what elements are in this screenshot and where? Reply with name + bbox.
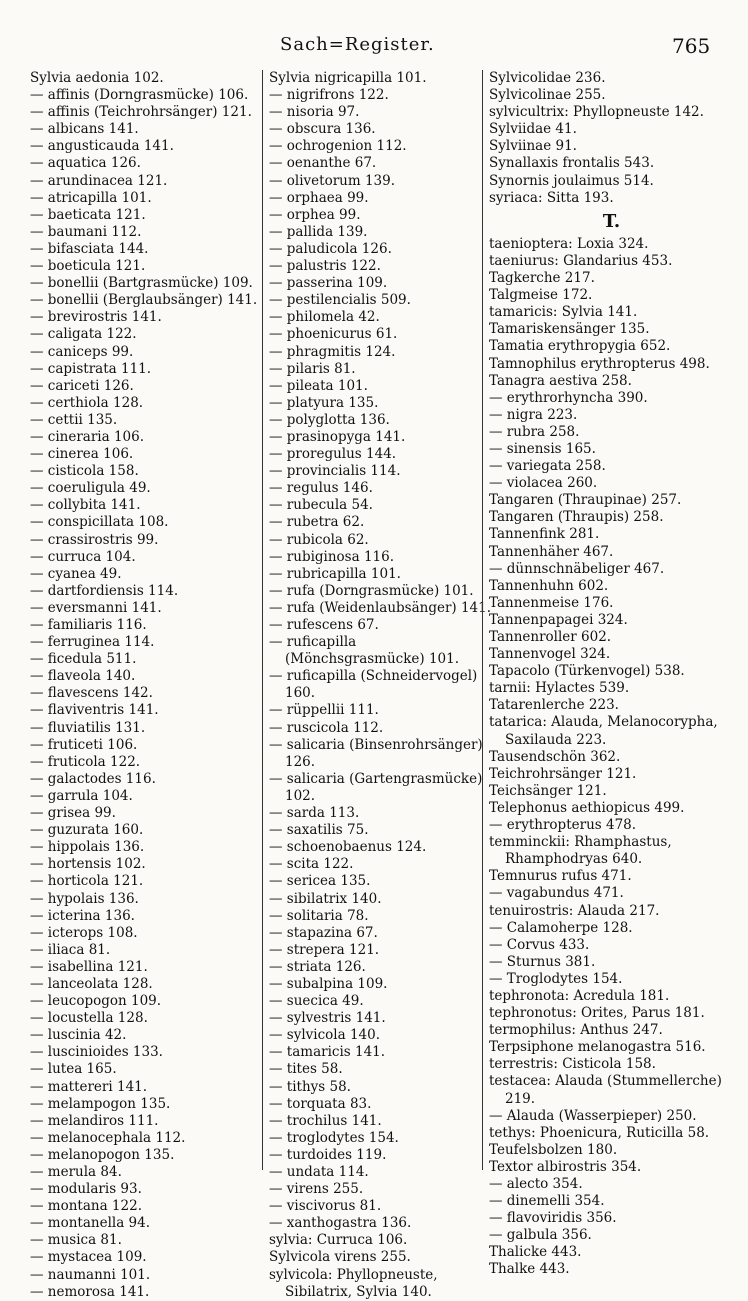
index-entry: taenioptera: Loxia 324. — [489, 235, 649, 252]
index-entry: — hortensis 102. — [30, 856, 146, 873]
index-entry: — Alauda (Wasserpieper) 250. — [489, 1107, 697, 1124]
index-entry: — pestilencialis 509. — [269, 292, 411, 309]
index-entry: — naumanni 101. — [30, 1266, 151, 1283]
index-entry: — cinerea 106. — [30, 446, 134, 463]
index-entry: — leucopogon 109. — [30, 993, 162, 1010]
index-entry: — viscivorus 81. — [269, 1198, 382, 1215]
index-entry: — isabellina 121. — [30, 958, 148, 975]
index-entry: sylvicola: Phyllopneuste, Sibilatrix, Sylvia 140. — [269, 1266, 438, 1300]
index-entry: — turdoides 119. — [269, 1146, 387, 1163]
index-entry: testacea: Alauda (Stummellerche) 219. — [489, 1073, 722, 1107]
index-entry: — melanopogon 135. — [30, 1146, 175, 1163]
index-entry: — baeticata 121. — [30, 206, 146, 223]
index-entry: — mystacea 109. — [30, 1249, 147, 1266]
index-entry: — ruscicola 112. — [269, 719, 384, 736]
index-entry: — violacea 260. — [489, 475, 598, 492]
index-entry: — fruticola 122. — [30, 753, 141, 770]
index-entry: Terpsiphone melanogastra 516. — [489, 1039, 706, 1056]
index-entry: tamaricis: Sylvia 141. — [489, 304, 638, 321]
index-entry: — erythropterus 478. — [489, 817, 637, 834]
index-entry: — torquata 83. — [269, 1095, 372, 1112]
index-entry: — brevirostris 141. — [30, 309, 162, 326]
index-entry: — platyura 135. — [269, 394, 379, 411]
index-entry: — galactodes 116. — [30, 770, 156, 787]
index-entry: — nisoria 97. — [269, 104, 360, 121]
index-entry: — sylvestris 141. — [269, 1010, 386, 1027]
index-entry: — undata 114. — [269, 1164, 369, 1180]
index-entry: — melampogon 135. — [30, 1095, 171, 1112]
index-entry: — conspicillata 108. — [30, 514, 169, 531]
index-entry: — capistrata 111. — [30, 360, 152, 377]
index-entry: Sylvicolidae 236. — [489, 70, 606, 86]
index-entry: — horticola 121. — [30, 873, 144, 890]
index-entry: sylvia: Curruca 106. — [269, 1232, 408, 1249]
index-entry: — oenanthe 67. — [269, 155, 377, 172]
index-entry: Talgmeise 172. — [489, 287, 593, 304]
index-entry: — sarda 113. — [269, 805, 360, 822]
index-entry: — palustris 122. — [269, 258, 381, 275]
index-entry: — locustella 128. — [30, 1010, 148, 1027]
index-entry: — solitaria 78. — [269, 907, 369, 924]
index-entry: — lanceolata 128. — [30, 975, 153, 992]
index-entry: Sylviinae 91. — [489, 138, 577, 155]
index-entry: — Troglodytes 154. — [489, 970, 623, 987]
index-entry: — fluviatilis 131. — [30, 719, 146, 736]
index-entry: — Calamoherpe 128. — [489, 919, 633, 936]
index-entry: — passerina 109. — [269, 275, 388, 292]
index-entry: Synornis joulaimus 514. — [489, 172, 654, 189]
index-entry: Tannenroller 602. — [489, 629, 612, 645]
index-entry: — pileata 101. — [269, 377, 368, 394]
index-entry: — phragmitis 124. — [269, 343, 396, 360]
index-entry: — rufescens 67. — [269, 617, 379, 633]
index-entry: terrestris: Cisticola 158. — [489, 1056, 656, 1073]
index-entry: Sylvia nigricapilla 101. — [269, 70, 427, 86]
index-entry: — flaviventris 141. — [30, 702, 159, 719]
index-entry: — flaveola 140. — [30, 668, 136, 685]
index-entry: — sylvicola 140. — [269, 1027, 381, 1044]
index-entry: Teichrohrsänger 121. — [489, 765, 637, 782]
index-column-2 — [262, 70, 492, 1300]
index-entry: — saxatilis 75. — [269, 822, 369, 839]
index-entry: — rubecula 54. — [269, 497, 373, 514]
index-entry: — modularis 93. — [30, 1181, 142, 1198]
index-entry: — tithys 58. — [269, 1078, 351, 1095]
page-number: 765 — [672, 34, 711, 58]
index-entry: — cisticola 158. — [30, 463, 139, 480]
index-entry: — variegata 258. — [489, 458, 606, 475]
index-entry: — bonellii (Berglaubsänger) 141. — [30, 292, 258, 309]
index-entry: — musica 81. — [30, 1232, 122, 1249]
index-entry: — caniceps 99. — [30, 343, 134, 360]
index-entry: Temnurus rufus 471. — [489, 868, 632, 885]
index-entry: — salicaria (Gartengrasmücke) 102. — [269, 770, 483, 804]
index-entry: temminckii: Rhamphastus, Rhamphodryas 640. — [489, 834, 672, 868]
index-entry: — sibilatrix 140. — [269, 890, 382, 907]
index-entry: — rubicola 62. — [269, 531, 369, 548]
index-entry: — familiaris 116. — [30, 617, 147, 633]
index-entry: — proregulus 144. — [269, 446, 397, 463]
index-column-3 — [482, 70, 734, 1278]
index-entry: Thalicke 443. — [489, 1244, 582, 1261]
index-entry: Thalke 443. — [489, 1261, 570, 1278]
index-entry: — iliaca 81. — [30, 941, 111, 958]
index-entry: — angusticauda 141. — [30, 138, 174, 155]
index-entry: Tannenmeise 176. — [489, 594, 614, 611]
index-entry: sylvicultrix: Phyllopneuste 142. — [489, 104, 704, 121]
index-entry: — Corvus 433. — [489, 936, 590, 953]
index-entry: Synallaxis frontalis 543. — [489, 155, 655, 172]
index-entry: — rubiginosa 116. — [269, 548, 395, 565]
index-entry: — rubricapilla 101. — [269, 565, 401, 582]
index-entry: — ochrogenion 112. — [269, 138, 407, 155]
running-head: Sach=Register. — [280, 34, 435, 55]
index-entry: — subalpina 109. — [269, 975, 388, 992]
index-entry: — rubra 258. — [489, 423, 580, 440]
index-entry: — tamaricis 141. — [269, 1044, 386, 1061]
index-entry: — nemorosa 141. — [30, 1283, 150, 1300]
index-entry: Sylvia aedonia 102. — [30, 70, 164, 86]
index-entry: — baumani 112. — [30, 223, 142, 240]
letter-heading: T. — [602, 210, 621, 232]
index-entry: — trochilus 141. — [269, 1112, 382, 1129]
index-entry: — pallida 139. — [269, 223, 368, 240]
index-entry: — troglodytes 154. — [269, 1129, 399, 1146]
index-entry: — sinensis 165. — [489, 440, 596, 457]
index-entry: — merula 84. — [30, 1164, 122, 1180]
index-entry: — strepera 121. — [269, 941, 380, 958]
index-entry: taeniurus: Glandarius 453. — [489, 252, 673, 269]
index-entry: Tannenpapagei 324. — [489, 611, 628, 628]
index-entry: — polyglotta 136. — [269, 411, 390, 428]
index-entry: — rufa (Weidenlaubsänger) 141. — [269, 599, 492, 616]
index-entry: — ficedula 511. — [30, 651, 137, 668]
index-entry: — montanella 94. — [30, 1215, 151, 1232]
index-entry: — paludicola 126. — [269, 240, 392, 257]
index-entry: — bifasciata 144. — [30, 240, 149, 257]
index-entry: — prasinopyga 141. — [269, 428, 406, 445]
index-entry: — sericea 135. — [269, 873, 371, 890]
index-entry: tethys: Phoenicura, Ruticilla 58. — [489, 1124, 710, 1141]
index-entry: — tites 58. — [269, 1061, 343, 1078]
index-entry: tenuirostris: Alauda 217. — [489, 902, 660, 919]
index-entry: — albicans 141. — [30, 121, 139, 138]
index-entry: — atricapilla 101. — [30, 189, 152, 206]
index-entry: — cariceti 126. — [30, 377, 134, 394]
index-entry: Sylviidae 41. — [489, 121, 577, 138]
index-entry: Sylvicola virens 255. — [269, 1249, 411, 1266]
index-entry: — mattereri 141. — [30, 1078, 148, 1095]
index-entry: — dartfordiensis 114. — [30, 582, 179, 599]
index-entry: Textor albirostris 354. — [489, 1158, 642, 1175]
index-entry: — luscinia 42. — [30, 1027, 127, 1044]
index-entry: — boeticula 121. — [30, 258, 146, 275]
index-entry: — orphaea 99. — [269, 189, 369, 206]
index-entry: — virens 255. — [269, 1181, 364, 1198]
index-entry: — dinemelli 354. — [489, 1193, 605, 1210]
index-column-1 — [30, 70, 260, 1300]
index-entry: — aquatica 126. — [30, 155, 141, 172]
index-entry: syriaca: Sitta 193. — [489, 189, 614, 206]
index-entry: — coeruligula 49. — [30, 480, 151, 497]
index-entry: — olivetorum 139. — [269, 172, 396, 189]
index-entry: — scita 122. — [269, 856, 354, 873]
index-entry: Tausendschön 362. — [489, 748, 621, 765]
index-entry: — montana 122. — [30, 1198, 142, 1215]
index-entry: Tagkerche 217. — [489, 270, 595, 287]
index-entry: — cettii 135. — [30, 411, 118, 428]
index-entry: tephronotus: Orites, Parus 181. — [489, 1005, 705, 1022]
index-entry: — flavescens 142. — [30, 685, 153, 702]
index-entry: Tapacolo (Türkenvogel) 538. — [489, 663, 685, 680]
index-entry: — rüppellii 111. — [269, 702, 379, 719]
index-entry: — grisea 99. — [30, 805, 116, 822]
index-entry: — rufa (Dorngrasmücke) 101. — [269, 582, 474, 599]
index-entry: — arundinacea 121. — [30, 172, 168, 189]
index-entry: — galbula 356. — [489, 1227, 592, 1244]
index-entry: — erythrorhyncha 390. — [489, 389, 648, 406]
index-entry: — garrula 104. — [30, 787, 133, 804]
index-entry: — cineraria 106. — [30, 428, 145, 445]
index-entry: — cyanea 49. — [30, 565, 122, 582]
index-entry: — rubetra 62. — [269, 514, 365, 531]
index-entry: Tamariskensänger 135. — [489, 321, 650, 338]
index-entry: Teufelsbolzen 180. — [489, 1141, 618, 1158]
index-entry: Sylvicolinae 255. — [489, 87, 606, 104]
index-entry: Tanagra aestiva 258. — [489, 372, 632, 389]
index-entry: — flavoviridis 356. — [489, 1210, 617, 1227]
index-entry: — striata 126. — [269, 958, 366, 975]
index-entry: Telephonus aethiopicus 499. — [489, 799, 685, 816]
index-entry: — hypolais 136. — [30, 890, 139, 907]
index-entry: Tannenhuhn 602. — [489, 577, 609, 594]
index-entry: Tamnophilus erythropterus 498. — [489, 355, 710, 372]
index-entry: termophilus: Anthus 247. — [489, 1022, 663, 1039]
index-entry: — pilaris 81. — [269, 360, 356, 377]
index-entry: — bonellii (Bartgrasmücke) 109. — [30, 275, 253, 292]
index-entry: — phoenicurus 61. — [269, 326, 398, 343]
index-entry: — icterops 108. — [30, 924, 138, 941]
index-entry: — caligata 122. — [30, 326, 137, 343]
index-entry: — philomela 42. — [269, 309, 380, 326]
index-entry: tatarica: Alauda, Melanocorypha, Saxilauda 223. — [489, 714, 718, 748]
index-entry: — xanthogastra 136. — [269, 1215, 412, 1232]
index-entry: Tannenhäher 467. — [489, 543, 614, 560]
index-entry: tarnii: Hylactes 539. — [489, 680, 630, 697]
index-entry: Tatarenlerche 223. — [489, 697, 619, 714]
index-entry: — icterina 136. — [30, 907, 135, 924]
index-entry: — ruficapilla (Schneidervogel) 160. — [269, 668, 478, 702]
index-entry: — alecto 354. — [489, 1176, 583, 1192]
index-entry: — certhiola 128. — [30, 394, 144, 411]
index-entry: tephronota: Acredula 181. — [489, 987, 670, 1004]
index-entry: — lutea 165. — [30, 1061, 117, 1078]
index-entry: Tangaren (Thraupinae) 257. — [489, 492, 682, 509]
index-entry: — suecica 49. — [269, 993, 364, 1010]
index-entry: — melanocephala 112. — [30, 1129, 186, 1146]
index-entry: — obscura 136. — [269, 121, 376, 138]
index-entry: Tannenvogel 324. — [489, 646, 611, 663]
index-entry: — collybita 141. — [30, 497, 141, 514]
index-entry: — nigra 223. — [489, 406, 578, 423]
index-entry: — dünnschnäbeliger 467. — [489, 560, 665, 577]
index-entry: — crassirostris 99. — [30, 531, 159, 548]
index-entry: — vagabundus 471. — [489, 885, 624, 902]
index-entry: Tamatia erythropygia 652. — [489, 338, 671, 355]
index-entry: — nigrifrons 122. — [269, 87, 389, 104]
index-entry: Tangaren (Thraupis) 258. — [489, 509, 664, 526]
index-entry: — guzurata 160. — [30, 822, 144, 839]
index-entry: Teichsänger 121. — [489, 782, 607, 799]
index-entry: — melandiros 111. — [30, 1112, 159, 1129]
index-entry: — fruticeti 106. — [30, 736, 138, 753]
index-entry: — salicaria (Binsenrohrsänger) 126. — [269, 736, 483, 770]
index-entry: — stapazina 67. — [269, 924, 378, 941]
index-entry: — curruca 104. — [30, 548, 136, 565]
index-entry: — provincialis 114. — [269, 463, 401, 480]
index-entry: — affinis (Dorngrasmücke) 106. — [30, 87, 249, 104]
index-entry: — ruficapilla (Mönchsgrasmücke) 101. — [269, 634, 460, 668]
index-entry: — Sturnus 381. — [489, 953, 596, 970]
index-entry: — luscinioides 133. — [30, 1044, 163, 1061]
index-entry: — ferruginea 114. — [30, 634, 155, 651]
index-entry: Tannenfink 281. — [489, 526, 600, 543]
index-entry: — orphea 99. — [269, 206, 361, 223]
index-entry: — regulus 146. — [269, 480, 373, 497]
index-entry: — hippolais 136. — [30, 839, 145, 856]
index-entry: — schoenobaenus 124. — [269, 839, 427, 856]
index-entry: — eversmanni 141. — [30, 599, 162, 616]
index-entry: — affinis (Teichrohrsänger) 121. — [30, 104, 252, 121]
